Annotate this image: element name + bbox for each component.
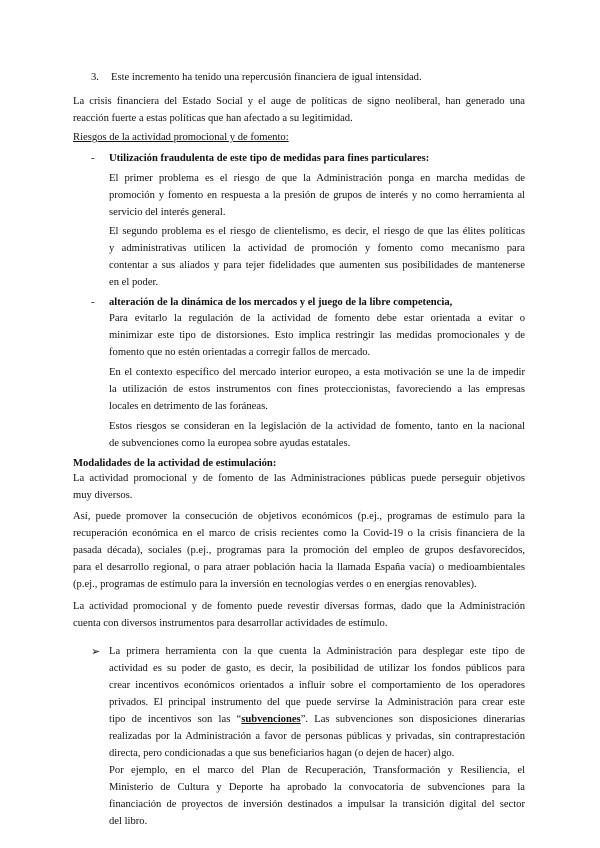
dash-bullet: - [91,297,95,308]
paragraph-line: reacción fuerte a estas políticas que han afectado a su legitimidad. [73,113,353,124]
list-number: 3. [91,72,99,83]
paragraph-line: El primer problema es el riesgo de que la Administración ponga en marcha medidas de [109,173,525,184]
paragraph-line: de subvenciones como la europea sobre ayudas estatales. [109,438,351,449]
paragraph-line: (p.ej., programas de estímulo para la inversión en tecnologías verdes o en energías renovables). [73,579,477,590]
risk-title-1: Utilización fraudulenta de este tipo de medidas para fines particulares: [109,153,430,164]
paragraph-line: La actividad promocional y de fomento de las Administraciones públicas puede perseguir objetivos [73,473,525,484]
paragraph-line: Para evitarlo la regulación de la actividad de fomento debe estar orientada a evitar o [109,313,525,324]
paragraph-line: la utilización de estos instrumentos con fines proteccionistas, favoreciendo a las empresas [109,384,525,395]
paragraph-line: crear incentivos económicos orientados a influir sobre el comportamiento de los operadores [109,680,525,691]
subvenciones-term: subvenciones [241,714,301,725]
paragraph-line: Estos riesgos se consideran en la legislación de la actividad de fomento, tanto en la nacional [109,421,525,432]
paragraph-line: La primera herramienta con la que cuenta la Administración para desplegar este tipo de [109,646,525,657]
text-segment: tipo de incentivos son las “ [109,714,242,725]
paragraph-line: contentar a sus aliados y para tejer fidelidades que aumenten sus posibilidades de mantenerse [109,260,525,271]
paragraph-line: En el contexto específico del mercado interior europeo, a esta motivación se une la de impedir [109,367,525,378]
paragraph-line: Ministerio de Cultura y Deporte ha aprobado la convocatoria de subvenciones para la [109,782,525,793]
risk-title-2: alteración de la dinámica de los mercados y el juego de la libre competencia, [109,297,453,308]
paragraph-line: directa, pero condicionadas a que sus beneficiarios hagan (o dejen de hacer) algo. [109,748,455,759]
paragraph-line: del libro. [109,816,148,827]
paragraph-line: Por ejemplo, en el marco del Plan de Recuperación, Transformación y Resiliencia, el [109,765,525,776]
section-heading-modalidades: Modalidades de la actividad de estimulación: [73,458,277,469]
dash-bullet: - [91,153,95,164]
paragraph-line: La crisis financiera del Estado Social y el auge de políticas de signo neoliberal, han generado una [73,96,525,107]
paragraph-line-subvenciones [109,711,525,728]
paragraph-line: minimizar este tipo de distorsiones. Esto implica restringir las medidas promocionales y de [109,330,525,341]
paragraph-line: muy diversos. [73,490,133,501]
paragraph-line: Así, puede promover la consecución de objetivos económicos (p.ej., programas de estímulo para la [73,511,525,522]
paragraph-line: privados. El principal instrumento del que puede servirse la Administración para crear este [109,697,525,708]
list-item-text: Este incremento ha tenido una repercusión financiera de igual intensidad. [111,72,422,83]
paragraph-line: para el desarrollo regional, o para atraer población hacia la llamada España vacía) o medioambientales [73,562,525,573]
paragraph-line: financiación de proyectos de inversión destinados a impulsar la transición digital del sector [109,799,525,810]
paragraph-line: promoción y fomento en respuesta a la presión de grupos de interés y no como herramienta al [109,190,525,201]
paragraph-line: La actividad promocional y de fomento puede revestir diversas formas, dado que la Administración [73,601,525,612]
paragraph-line: recuperación económica en el marco de crisis recientes como la Covid-19 o la crisis financiera de la [73,528,525,539]
paragraph-line: pasada década), sociales (p.ej., programas para la promoción del empleo de grupos desfavorecidos, [73,545,525,556]
paragraph-line: y administrativas utilicen la actividad de promoción y fomento como mecanismo para [109,243,525,254]
paragraph-line: realizadas por la Administración a favor de personas públicas y privadas, sin contraprestación [109,731,525,742]
paragraph-line: El segundo problema es el riesgo de clientelismo, es decir, el riesgo de que las élites políticas [109,226,525,237]
paragraph-line: servicio del interés general. [109,207,226,218]
paragraph-line: fomento que no estén orientadas a corregir fallos de mercado. [109,347,371,358]
arrow-bullet-icon: ➢ [91,645,101,658]
paragraph-line: cuenta con diversos instrumentos para desarrollar actividades de estímulo. [73,618,388,629]
paragraph-line: en el poder. [109,277,159,288]
text-segment: ”. Las subvenciones son disposiciones dinerarias [300,714,525,725]
section-heading-riesgos: Riesgos de la actividad promocional y de fomento: [73,132,289,143]
paragraph-line: locales en detrimento de las foráneas. [109,401,268,412]
paragraph-line: actividad es su poder de gasto, es decir, la posibilidad de utilizar los fondos públicos para [109,663,525,674]
